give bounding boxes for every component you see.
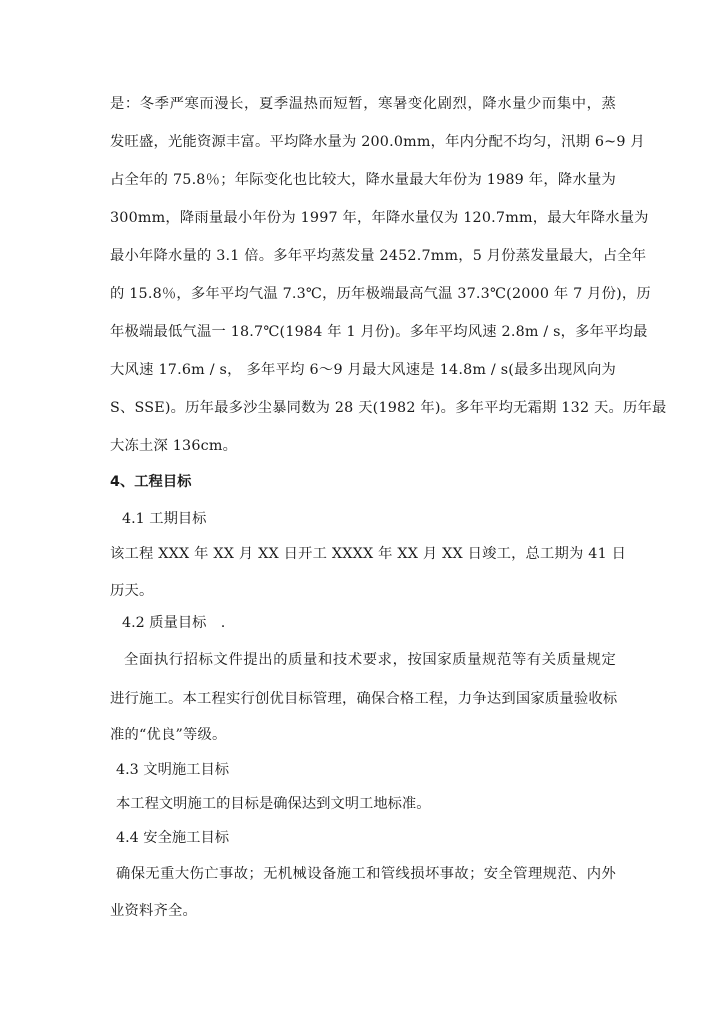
subsection-title: 4.2 质量目标 .: [122, 615, 226, 631]
subsection-title: 4.1 工期目标: [122, 511, 207, 527]
paragraph-line: 全面执行招标文件提出的质量和技术要求，按国家质量规范等有关质量规定: [124, 652, 616, 668]
paragraph-line: 发旺盛，光能资源丰富。平均降水量为 200.0mm，年内分配不均匀，汛期 6~9 月: [110, 134, 645, 150]
section-heading: 4、工程目标: [110, 474, 192, 490]
paragraph-line: 历天。: [110, 583, 154, 599]
paragraph-line: 进行施工。本工程实行创优目标管理，确保合格工程，力争达到国家质量验收标: [110, 691, 618, 707]
paragraph-line: S、SSE)。历年最多沙尘暴同数为 28 天(1982 年)。多年平均无霜期 132 天。历年最: [110, 400, 667, 416]
paragraph-line: 是：冬季严寒而漫长，夏季温热而短暂，寒暑变化剧烈，降水量少而集中，蒸: [110, 96, 616, 112]
subsection-title: 4.3 文明施工目标: [116, 762, 230, 778]
paragraph-line: 该工程 XXX 年 XX 月 XX 日开工 XXXX 年 XX 月 XX 日竣工，总工期为 41 日: [110, 546, 627, 562]
paragraph-line: 确保无重大伤亡事故；无机械设备施工和管线损坏事故；安全管理规范、内外: [116, 866, 616, 882]
paragraph-line: 大冻土深 136cm。: [110, 438, 238, 454]
paragraph-line: 最小年降水量的 3.1 倍。多年平均蒸发量 2452.7mm，5 月份蒸发量最大，占全年: [110, 248, 647, 264]
paragraph-line: 300mm，降雨量最小年份为 1997 年，年降水量仅为 120.7mm，最大年降水量为: [110, 210, 649, 226]
paragraph-line: 年极端最低气温一 18.7℃(1984 年 1 月份)。多年平均风速 2.8m / s，多年平均最: [110, 324, 648, 340]
subsection-title: 4.4 安全施工目标: [116, 830, 230, 846]
paragraph-line: 大风速 17.6m / s， 多年平均 6～9 月最大风速是 14.8m / s(最多出现风向为: [110, 362, 616, 378]
paragraph-line: 的 15.8％，多年平均气温 7.3℃，历年极端最高气温 37.3℃(2000 年 7 月份)，历: [110, 286, 651, 302]
paragraph-line: 业资料齐全。: [110, 903, 197, 919]
paragraph-line: 本工程文明施工的目标是确保达到文明工地标准。: [116, 796, 431, 812]
paragraph-line: 准的“优良”等级。: [110, 727, 227, 743]
paragraph-line: 占全年的 75.8％；年际变化也比较大，降水量最大年份为 1989 年，降水量为: [110, 172, 616, 188]
